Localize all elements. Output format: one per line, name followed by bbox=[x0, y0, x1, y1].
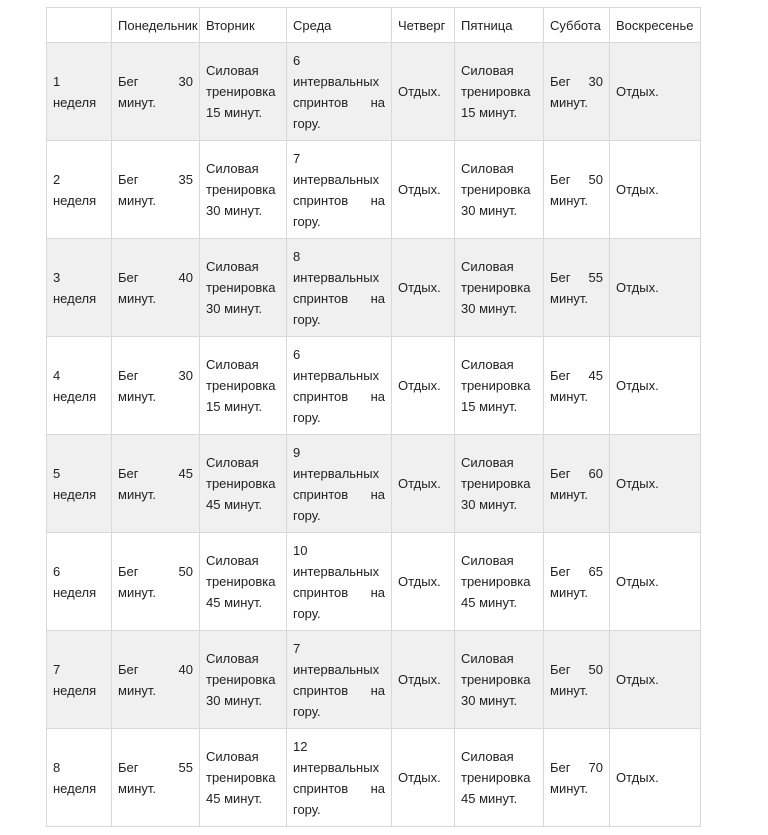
minutes-label: минут. bbox=[550, 682, 589, 698]
week-number: 7 bbox=[53, 661, 61, 677]
strength-label: Силовая bbox=[206, 63, 259, 78]
sprint-count: 10 bbox=[293, 542, 308, 558]
week-cell bbox=[47, 435, 112, 533]
minutes-label: минут. bbox=[224, 595, 263, 610]
week-number: 2 bbox=[53, 171, 61, 187]
strength-duration: 15 bbox=[461, 399, 476, 414]
monday-cell bbox=[112, 141, 200, 239]
strength-label: Силовая bbox=[461, 749, 514, 764]
minutes-label: минут. bbox=[224, 497, 263, 512]
sunday-cell bbox=[610, 239, 701, 337]
table-row bbox=[47, 337, 701, 435]
sunday-cell bbox=[610, 729, 701, 827]
week-number: 5 bbox=[53, 465, 61, 481]
on-label: на bbox=[370, 94, 385, 110]
interval-label: интервальных bbox=[293, 661, 380, 677]
rest-label: Отдых. bbox=[616, 84, 659, 99]
strength-label: Силовая bbox=[206, 651, 259, 666]
header-saturday: Суббота bbox=[544, 8, 610, 43]
run-label: Бег bbox=[118, 563, 139, 579]
training-label: тренировка bbox=[206, 574, 276, 589]
rest-label: Отдых. bbox=[616, 378, 659, 393]
wednesday-cell bbox=[287, 337, 392, 435]
training-label: тренировка bbox=[206, 182, 276, 197]
hill-label: гору. bbox=[293, 703, 321, 719]
week-label: неделя bbox=[53, 388, 97, 404]
week-cell bbox=[47, 239, 112, 337]
wednesday-cell bbox=[287, 729, 392, 827]
schedule-container bbox=[46, 7, 700, 827]
rest-label: Отдых. bbox=[398, 84, 441, 99]
tuesday-cell bbox=[200, 435, 287, 533]
header-wednesday: Среда bbox=[287, 8, 392, 43]
run-duration: 40 bbox=[178, 661, 193, 677]
saturday-cell bbox=[544, 337, 610, 435]
sprints-label: спринтов bbox=[293, 94, 349, 110]
on-label: на bbox=[370, 290, 385, 306]
strength-label: Силовая bbox=[206, 749, 259, 764]
sprints-label: спринтов bbox=[293, 290, 349, 306]
tuesday-cell bbox=[200, 141, 287, 239]
saturday-cell bbox=[544, 533, 610, 631]
sunday-cell bbox=[610, 631, 701, 729]
run-label: Бег bbox=[118, 171, 139, 187]
rest-label: Отдых. bbox=[616, 770, 659, 785]
minutes-label: минут. bbox=[550, 192, 589, 208]
minutes-label: минут. bbox=[479, 203, 518, 218]
training-label: тренировка bbox=[461, 672, 531, 687]
minutes-label: минут. bbox=[479, 497, 518, 512]
run-label: Бег bbox=[550, 171, 571, 187]
interval-label: интервальных bbox=[293, 171, 380, 187]
strength-duration: 30 bbox=[461, 497, 476, 512]
training-label: тренировка bbox=[461, 280, 531, 295]
strength-duration: 30 bbox=[461, 693, 476, 708]
strength-duration: 30 bbox=[206, 301, 221, 316]
week-cell bbox=[47, 533, 112, 631]
week-cell bbox=[47, 43, 112, 141]
interval-label: интервальных bbox=[293, 759, 380, 775]
strength-label: Силовая bbox=[461, 553, 514, 568]
run-label: Бег bbox=[118, 73, 139, 89]
minutes-label: минут. bbox=[479, 693, 518, 708]
run-label: Бег bbox=[550, 465, 571, 481]
minutes-label: минут. bbox=[224, 791, 263, 806]
table-row bbox=[47, 435, 701, 533]
interval-label: интервальных bbox=[293, 465, 380, 481]
minutes-label: минут. bbox=[118, 388, 157, 404]
minutes-label: минут. bbox=[224, 203, 263, 218]
thursday-cell bbox=[392, 141, 455, 239]
on-label: на bbox=[370, 682, 385, 698]
week-number: 8 bbox=[53, 759, 61, 775]
strength-label: Силовая bbox=[461, 161, 514, 176]
training-label: тренировка bbox=[461, 574, 531, 589]
week-label: неделя bbox=[53, 290, 97, 306]
week-label: неделя bbox=[53, 94, 97, 110]
saturday-cell bbox=[544, 141, 610, 239]
minutes-label: минут. bbox=[479, 791, 518, 806]
strength-duration: 30 bbox=[206, 203, 221, 218]
strength-duration: 30 bbox=[206, 693, 221, 708]
strength-duration: 45 bbox=[461, 595, 476, 610]
minutes-label: минут. bbox=[118, 584, 157, 600]
rest-label: Отдых. bbox=[398, 476, 441, 491]
run-duration: 50 bbox=[588, 171, 603, 187]
table-row bbox=[47, 239, 701, 337]
strength-duration: 15 bbox=[206, 105, 221, 120]
week-cell bbox=[47, 729, 112, 827]
header-sunday: Воскресенье bbox=[610, 8, 701, 43]
run-label: Бег bbox=[118, 759, 139, 775]
on-label: на bbox=[370, 486, 385, 502]
tuesday-cell bbox=[200, 337, 287, 435]
strength-label: Силовая bbox=[461, 259, 514, 274]
monday-cell bbox=[112, 631, 200, 729]
run-label: Бег bbox=[118, 465, 139, 481]
strength-duration: 45 bbox=[206, 497, 221, 512]
minutes-label: минут. bbox=[118, 486, 157, 502]
minutes-label: минут. bbox=[550, 780, 589, 796]
table-row bbox=[47, 729, 701, 827]
sprints-label: спринтов bbox=[293, 192, 349, 208]
minutes-label: минут. bbox=[118, 780, 157, 796]
week-number: 6 bbox=[53, 563, 61, 579]
minutes-label: минут. bbox=[224, 399, 263, 414]
training-label: тренировка bbox=[461, 378, 531, 393]
rest-label: Отдых. bbox=[616, 182, 659, 197]
interval-label: интервальных bbox=[293, 563, 380, 579]
tuesday-cell bbox=[200, 239, 287, 337]
week-number: 4 bbox=[53, 367, 61, 383]
rest-label: Отдых. bbox=[616, 476, 659, 491]
minutes-label: минут. bbox=[224, 301, 263, 316]
training-label: тренировка bbox=[206, 770, 276, 785]
minutes-label: минут. bbox=[224, 105, 263, 120]
training-label: тренировка bbox=[206, 476, 276, 491]
monday-cell bbox=[112, 337, 200, 435]
strength-duration: 45 bbox=[461, 791, 476, 806]
week-number: 1 bbox=[53, 73, 61, 89]
run-label: Бег bbox=[550, 563, 571, 579]
strength-duration: 45 bbox=[206, 791, 221, 806]
training-label: тренировка bbox=[461, 84, 531, 99]
run-duration: 50 bbox=[178, 563, 193, 579]
week-label: неделя bbox=[53, 486, 97, 502]
table-row bbox=[47, 43, 701, 141]
minutes-label: минут. bbox=[118, 94, 157, 110]
monday-cell bbox=[112, 43, 200, 141]
hill-label: гору. bbox=[293, 409, 321, 425]
run-duration: 55 bbox=[178, 759, 193, 775]
strength-duration: 30 bbox=[461, 203, 476, 218]
on-label: на bbox=[370, 192, 385, 208]
hill-label: гору. bbox=[293, 507, 321, 523]
run-label: Бег bbox=[550, 73, 571, 89]
run-label: Бег bbox=[550, 759, 571, 775]
monday-cell bbox=[112, 729, 200, 827]
thursday-cell bbox=[392, 43, 455, 141]
strength-label: Силовая bbox=[206, 259, 259, 274]
thursday-cell bbox=[392, 337, 455, 435]
hill-label: гору. bbox=[293, 801, 321, 817]
monday-cell bbox=[112, 435, 200, 533]
header-monday: Понедельник bbox=[112, 8, 200, 43]
minutes-label: минут. bbox=[550, 290, 589, 306]
minutes-label: минут. bbox=[550, 388, 589, 404]
training-label: тренировка bbox=[461, 770, 531, 785]
friday-cell bbox=[455, 631, 544, 729]
strength-duration: 45 bbox=[206, 595, 221, 610]
strength-label: Силовая bbox=[206, 553, 259, 568]
sunday-cell bbox=[610, 337, 701, 435]
table-row bbox=[47, 533, 701, 631]
rest-label: Отдых. bbox=[398, 378, 441, 393]
week-cell bbox=[47, 141, 112, 239]
strength-label: Силовая bbox=[461, 357, 514, 372]
interval-label: интервальных bbox=[293, 73, 380, 89]
sunday-cell bbox=[610, 141, 701, 239]
thursday-cell bbox=[392, 435, 455, 533]
hill-label: гору. bbox=[293, 213, 321, 229]
run-duration: 55 bbox=[588, 269, 603, 285]
minutes-label: минут. bbox=[479, 399, 518, 414]
on-label: на bbox=[370, 780, 385, 796]
strength-label: Силовая bbox=[206, 455, 259, 470]
minutes-label: минут. bbox=[479, 105, 518, 120]
friday-cell bbox=[455, 43, 544, 141]
strength-duration: 15 bbox=[461, 105, 476, 120]
run-label: Бег bbox=[550, 367, 571, 383]
tuesday-cell bbox=[200, 631, 287, 729]
run-duration: 45 bbox=[588, 367, 603, 383]
monday-cell bbox=[112, 533, 200, 631]
interval-label: интервальных bbox=[293, 367, 380, 383]
saturday-cell bbox=[544, 43, 610, 141]
run-duration: 50 bbox=[588, 661, 603, 677]
header-tuesday: Вторник bbox=[200, 8, 287, 43]
strength-label: Силовая bbox=[206, 161, 259, 176]
week-label: неделя bbox=[53, 682, 97, 698]
week-cell bbox=[47, 631, 112, 729]
thursday-cell bbox=[392, 631, 455, 729]
table-row bbox=[47, 141, 701, 239]
training-label: тренировка bbox=[461, 182, 531, 197]
on-label: на bbox=[370, 388, 385, 404]
monday-cell bbox=[112, 239, 200, 337]
sprints-label: спринтов bbox=[293, 780, 349, 796]
training-label: тренировка bbox=[206, 280, 276, 295]
week-label: неделя bbox=[53, 780, 97, 796]
run-label: Бег bbox=[118, 269, 139, 285]
training-label: тренировка bbox=[206, 672, 276, 687]
sunday-cell bbox=[610, 435, 701, 533]
interval-label: интервальных bbox=[293, 269, 380, 285]
tuesday-cell bbox=[200, 729, 287, 827]
thursday-cell bbox=[392, 729, 455, 827]
minutes-label: минут. bbox=[550, 94, 589, 110]
on-label: на bbox=[370, 584, 385, 600]
rest-label: Отдых. bbox=[398, 770, 441, 785]
sprint-count: 6 bbox=[293, 52, 301, 68]
sunday-cell bbox=[610, 43, 701, 141]
sprints-label: спринтов bbox=[293, 388, 349, 404]
friday-cell bbox=[455, 141, 544, 239]
wednesday-cell bbox=[287, 239, 392, 337]
run-label: Бег bbox=[550, 661, 571, 677]
saturday-cell bbox=[544, 239, 610, 337]
sprints-label: спринтов bbox=[293, 682, 349, 698]
strength-label: Силовая bbox=[461, 651, 514, 666]
friday-cell bbox=[455, 729, 544, 827]
sprints-label: спринтов bbox=[293, 584, 349, 600]
saturday-cell bbox=[544, 631, 610, 729]
hill-label: гору. bbox=[293, 115, 321, 131]
rest-label: Отдых. bbox=[398, 574, 441, 589]
header-corner bbox=[47, 8, 112, 43]
week-label: неделя bbox=[53, 192, 97, 208]
wednesday-cell bbox=[287, 533, 392, 631]
run-duration: 30 bbox=[178, 367, 193, 383]
rest-label: Отдых. bbox=[616, 574, 659, 589]
week-cell bbox=[47, 337, 112, 435]
minutes-label: минут. bbox=[479, 595, 518, 610]
minutes-label: минут. bbox=[550, 584, 589, 600]
sprint-count: 8 bbox=[293, 248, 301, 264]
sprint-count: 6 bbox=[293, 346, 301, 362]
run-label: Бег bbox=[118, 367, 139, 383]
run-duration: 45 bbox=[178, 465, 193, 481]
header-friday: Пятница bbox=[455, 8, 544, 43]
run-duration: 30 bbox=[178, 73, 193, 89]
table-row bbox=[47, 631, 701, 729]
rest-label: Отдых. bbox=[616, 672, 659, 687]
saturday-cell bbox=[544, 729, 610, 827]
rest-label: Отдых. bbox=[398, 672, 441, 687]
sprint-count: 7 bbox=[293, 150, 301, 166]
sprint-count: 9 bbox=[293, 444, 301, 460]
strength-duration: 30 bbox=[461, 301, 476, 316]
tuesday-cell bbox=[200, 533, 287, 631]
sunday-cell bbox=[610, 533, 701, 631]
run-label: Бег bbox=[118, 661, 139, 677]
week-label: неделя bbox=[53, 584, 97, 600]
hill-label: гору. bbox=[293, 605, 321, 621]
sprints-label: спринтов bbox=[293, 486, 349, 502]
minutes-label: минут. bbox=[118, 682, 157, 698]
thursday-cell bbox=[392, 239, 455, 337]
minutes-label: минут. bbox=[479, 301, 518, 316]
header-row bbox=[47, 8, 701, 43]
strength-label: Силовая bbox=[461, 63, 514, 78]
run-label: Бег bbox=[550, 269, 571, 285]
rest-label: Отдых. bbox=[398, 280, 441, 295]
week-number: 3 bbox=[53, 269, 61, 285]
run-duration: 30 bbox=[588, 73, 603, 89]
thursday-cell bbox=[392, 533, 455, 631]
run-duration: 35 bbox=[178, 171, 193, 187]
minutes-label: минут. bbox=[118, 290, 157, 306]
hill-label: гору. bbox=[293, 311, 321, 327]
run-duration: 40 bbox=[178, 269, 193, 285]
minutes-label: минут. bbox=[224, 693, 263, 708]
minutes-label: минут. bbox=[118, 192, 157, 208]
header-thursday: Четверг bbox=[392, 8, 455, 43]
wednesday-cell bbox=[287, 435, 392, 533]
training-label: тренировка bbox=[461, 476, 531, 491]
training-label: тренировка bbox=[206, 84, 276, 99]
wednesday-cell bbox=[287, 43, 392, 141]
strength-label: Силовая bbox=[461, 455, 514, 470]
training-schedule-table bbox=[46, 7, 701, 827]
rest-label: Отдых. bbox=[616, 280, 659, 295]
friday-cell bbox=[455, 435, 544, 533]
saturday-cell bbox=[544, 435, 610, 533]
run-duration: 65 bbox=[588, 563, 603, 579]
minutes-label: минут. bbox=[550, 486, 589, 502]
run-duration: 60 bbox=[588, 465, 603, 481]
run-duration: 70 bbox=[588, 759, 603, 775]
friday-cell bbox=[455, 337, 544, 435]
tuesday-cell bbox=[200, 43, 287, 141]
wednesday-cell bbox=[287, 141, 392, 239]
strength-label: Силовая bbox=[206, 357, 259, 372]
strength-duration: 15 bbox=[206, 399, 221, 414]
training-label: тренировка bbox=[206, 378, 276, 393]
friday-cell bbox=[455, 533, 544, 631]
wednesday-cell bbox=[287, 631, 392, 729]
sprint-count: 7 bbox=[293, 640, 301, 656]
sprint-count: 12 bbox=[293, 738, 308, 754]
friday-cell bbox=[455, 239, 544, 337]
rest-label: Отдых. bbox=[398, 182, 441, 197]
